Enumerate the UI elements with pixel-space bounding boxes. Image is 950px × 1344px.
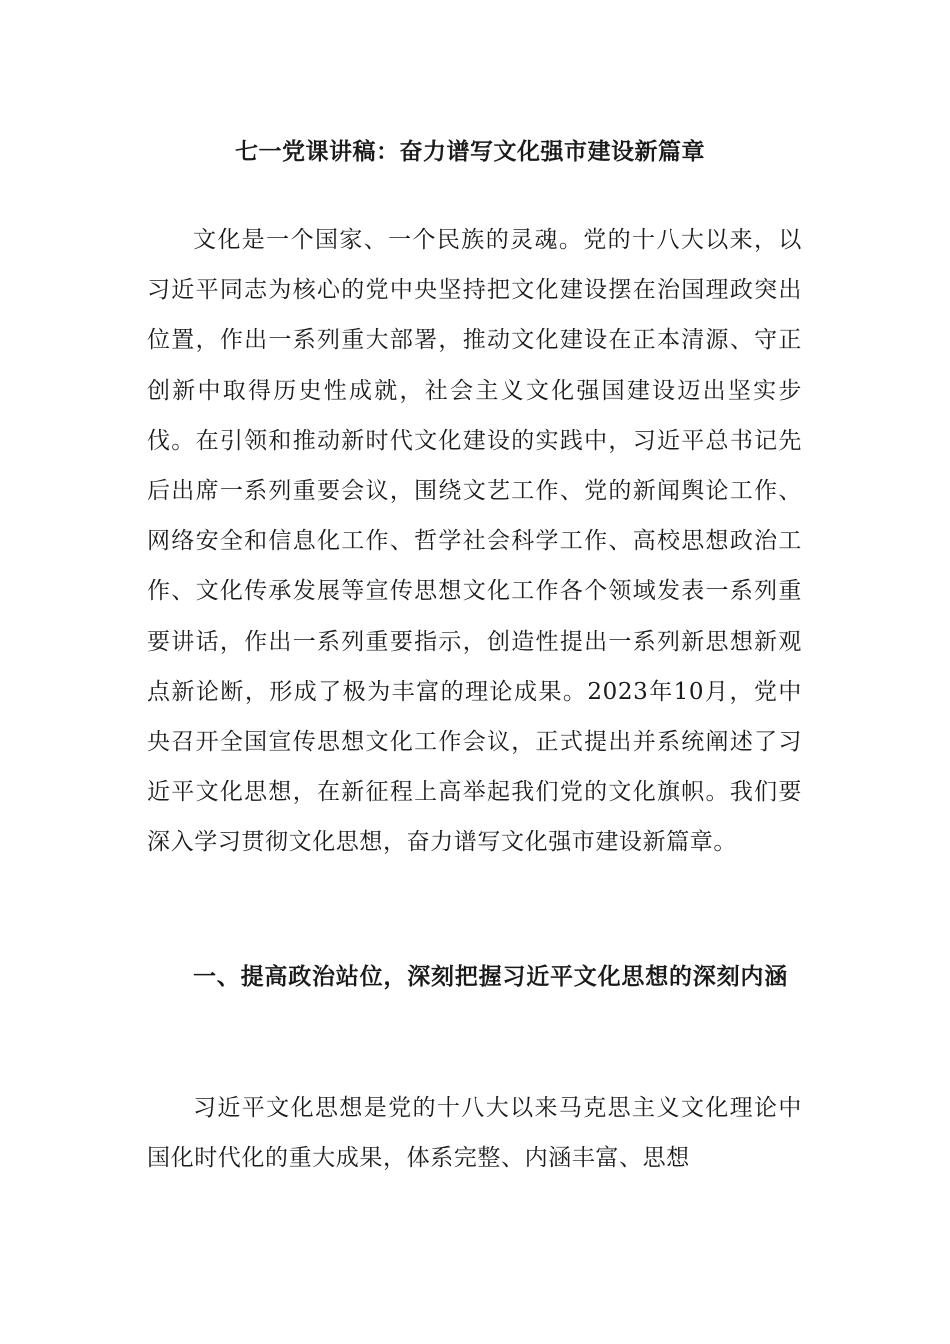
section-heading: 一、提高政治站位，深刻把握习近平文化思想的深刻内涵 <box>193 963 788 990</box>
body-paragraph: 文化是一个国家、一个民族的灵魂。党的十八大以来，以习近平同志为核心的党中央坚持把文化建设摆在治国理政突出位置，作出一系列重大部署，推动文化建设在正本清源、守正创新中取得历史性成就，社会主义文化强国建设迈出坚实步伐。在引领和推动新时代文化建设的实践中，习近平总书记先后出席一系列重要会议，围绕文艺工作、党的新闻舆论工作、网络安全和信息化工作、哲学社会科学工作、高校思想政治工作、文化传承发展等宣传思想文化工作各个领域发表一系列重要讲话，作出一系列重要指示，创造性提出一系列新思想新观点新论断，形成了极为丰富的理论成果。2023年10月，党中央召开全国宣传思想文化工作会议，正式提出并系统阐述了习近平文化思想，在新征程上高举起我们党的文化旗帜。我们要深入学习贯彻文化思想，奋力谱写文化强市建设新篇章。 <box>147 227 802 856</box>
body-paragraph: 习近平文化思想是党的十八大以来马克思主义文化理论中国化时代化的重大成果，体系完整、内涵丰富、思想 <box>147 1095 802 1172</box>
document-title: 七一党课讲稿：奋力谱写文化强市建设新篇章 <box>235 138 705 165</box>
